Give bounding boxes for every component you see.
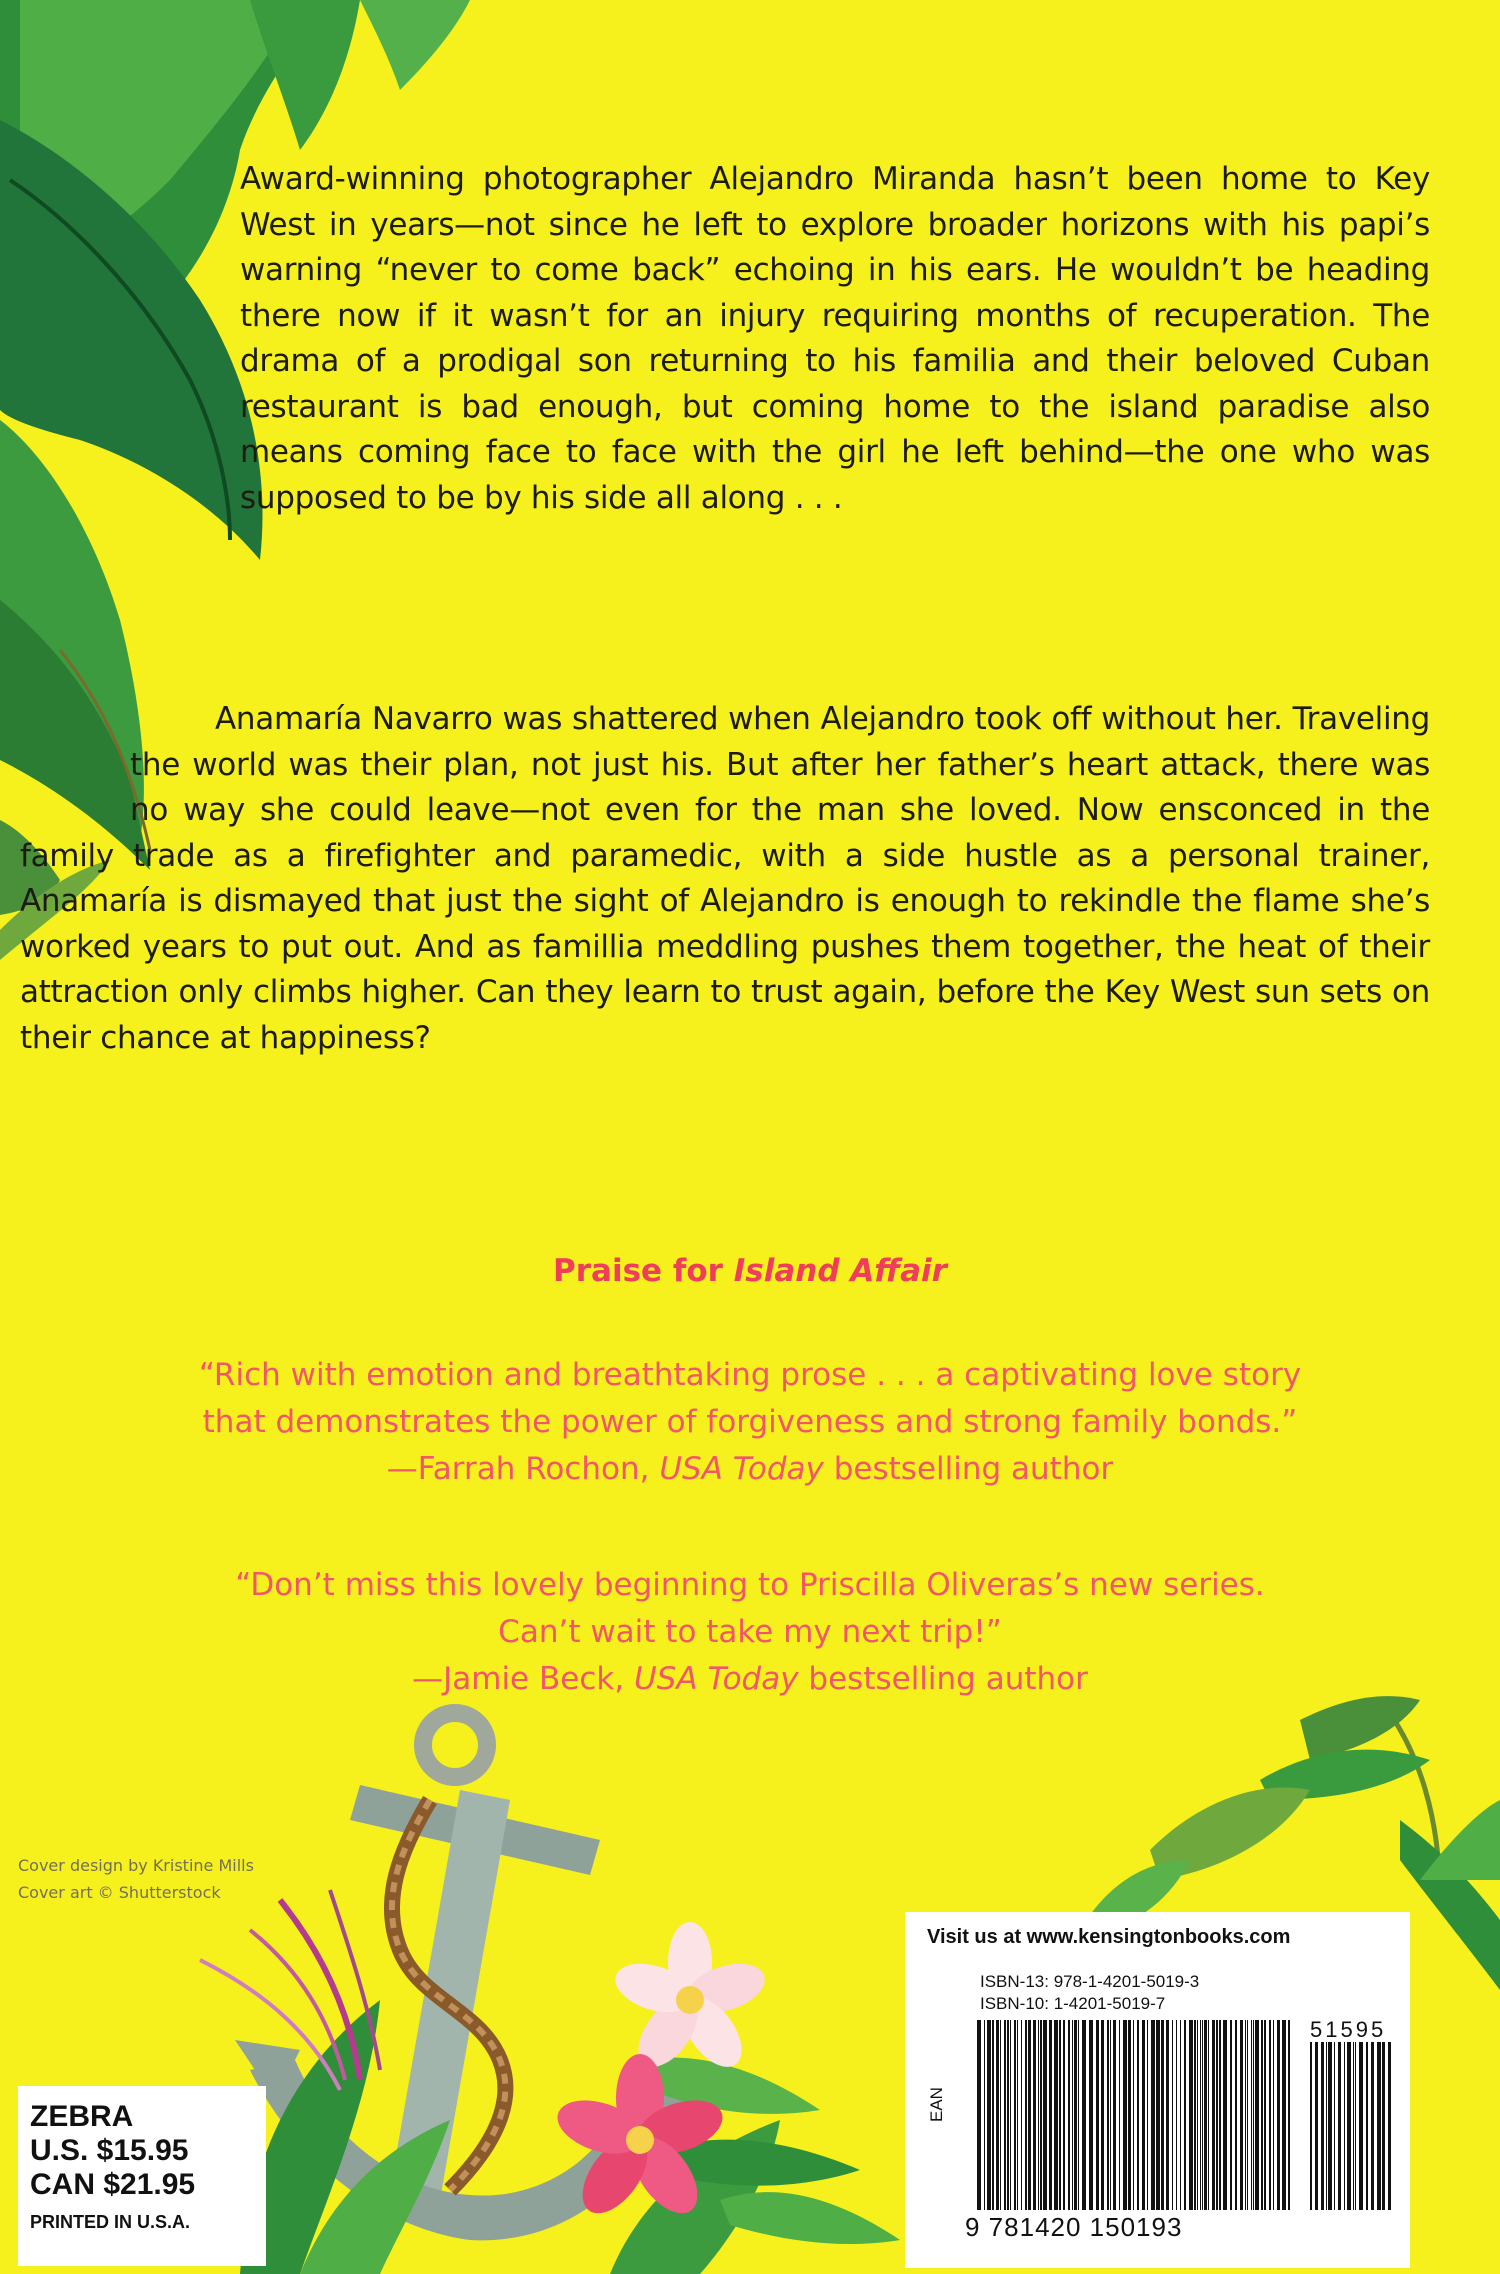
- barcode-bar: [1282, 2020, 1286, 2210]
- barcode-bar: [1000, 2020, 1001, 2210]
- barcode-bar: [1189, 2020, 1193, 2210]
- blurb-paragraph-1: Award-winning photographer Alejandro Miranda hasn’t been home to Key West in years—not since he left to explore broader horizons with his papi’s warning “never to come back” echoing in his ears. He wouldn’t be heading there now if it wasn’t for an injury requiring months of recuperation. The drama of a prodigal son returning to his familia and their beloved Cuban restaurant is bad enough, but coming home to the island paradise also means coming face to face with the girl he left behind—the one who was supposed to be by his side all along . . .: [240, 161, 1430, 516]
- barcode-bar: [1261, 2020, 1263, 2210]
- barcode-bar: [1273, 2020, 1274, 2210]
- barcode-bar: [1184, 2020, 1186, 2210]
- barcode-bar: [1235, 2020, 1237, 2210]
- barcode-bar: [1253, 2020, 1254, 2210]
- barcode-bar: [987, 2020, 991, 2210]
- quote-attribution: [0, 1656, 1500, 1703]
- barcode-bar: [1288, 2020, 1290, 2210]
- barcode-bar: [1388, 2042, 1391, 2210]
- barcode-bar: [1128, 2020, 1131, 2210]
- barcode-bar: [1202, 2020, 1203, 2210]
- barcode-bar: [1223, 2020, 1227, 2210]
- barcode-bar: [1107, 2020, 1109, 2210]
- blurb-paragraph-2-text: Anamaría Navarro was shattered when Alejandro took off without her. Traveling the world was their plan, not just his. But after her father’s heart attack, there was no way she could leave—not even for the man she loved. Now ensconced in the family trade as a firefighter and paramedic, with a side hustle as a personal trainer, Anamaría is dismayed that just the sight of Alejandro is enough to rekindle the flame she’s worked years to put out. And as famillia meddling pushes them together, the heat of their attraction only climbs higher. Can they learn to trust again, before the Key West sun sets on their chance at happiness?: [20, 701, 1430, 1056]
- cover-art-credit: Cover art © Shutterstock: [18, 1883, 221, 1902]
- barcode-bar: [1277, 2020, 1280, 2210]
- barcode-bar: [1240, 2020, 1243, 2210]
- quote-line: “Rich with emotion and breathtaking prose . . . a captivating love story: [198, 1357, 1302, 1393]
- barcode-bar: [1382, 2042, 1385, 2210]
- barcode-bar: [1074, 2020, 1077, 2210]
- barcode-bar: [1366, 2042, 1368, 2210]
- barcode-bar: [1025, 2020, 1027, 2210]
- praise-heading: [0, 1253, 1500, 1289]
- barcode-bar: [1344, 2042, 1345, 2210]
- attribution-publication: USA Today: [659, 1451, 824, 1487]
- praise-heading-prefix: Praise for: [553, 1253, 734, 1289]
- barcode-bar: [1245, 2020, 1246, 2210]
- barcode-bar: [1082, 2020, 1086, 2210]
- barcode-bar: [1247, 2020, 1248, 2210]
- cover-credits: [18, 1852, 254, 1906]
- ean-barcode: [977, 2020, 1295, 2210]
- barcode-bar: [1054, 2020, 1058, 2210]
- barcode-bar: [1040, 2020, 1042, 2210]
- quote-line: Can’t wait to take my next trip!”: [498, 1614, 1002, 1650]
- leaf-wrap-spacer: [20, 697, 215, 737]
- barcode-bar: [1321, 2042, 1324, 2210]
- barcode-bar: [1059, 2020, 1061, 2210]
- barcode-bar: [992, 2020, 994, 2210]
- barcode-bar: [1078, 2020, 1079, 2210]
- attribution-name: —Jamie Beck,: [412, 1661, 635, 1697]
- barcode-bar: [1004, 2020, 1006, 2210]
- barcode-bar: [1219, 2020, 1221, 2210]
- barcode-bar: [1096, 2020, 1099, 2210]
- barcode-bar: [1208, 2020, 1209, 2210]
- barcode-bar: [1204, 2020, 1207, 2210]
- attribution-suffix: bestselling author: [798, 1661, 1088, 1697]
- quote-line: that demonstrates the power of forgiveness and strong family bonds.”: [202, 1404, 1298, 1440]
- isbn-10: ISBN-10: 1-4201-5019-7: [980, 1994, 1166, 2013]
- barcode-bar: [1072, 2020, 1073, 2210]
- price-addon-barcode: [1310, 2042, 1393, 2210]
- barcode-bar: [1068, 2020, 1070, 2210]
- barcode-bar: [1137, 2020, 1139, 2210]
- barcode-bar: [1101, 2020, 1104, 2210]
- price-box: [18, 2086, 266, 2266]
- barcode-bar: [1371, 2042, 1374, 2210]
- printed-in-label: PRINTED IN U.S.A.: [30, 2212, 191, 2232]
- barcode-bar: [1156, 2020, 1160, 2210]
- barcode-bar: [1089, 2020, 1093, 2210]
- barcode-bar: [1033, 2020, 1036, 2210]
- barcode-bar: [1110, 2020, 1111, 2210]
- barcode-bar: [1315, 2042, 1318, 2210]
- barcode-bar: [984, 2020, 985, 2210]
- barcode-bar: [1338, 2042, 1341, 2210]
- canada-price: CAN $21.95: [30, 2168, 196, 2201]
- barcode-digits: 9 781420 150193: [965, 2212, 1183, 2242]
- barcode-bar: [1017, 2020, 1018, 2210]
- barcode-bar: [1269, 2020, 1271, 2210]
- barcode-bar: [1142, 2020, 1145, 2210]
- barcode-bar: [1166, 2020, 1169, 2210]
- barcode-bar: [1021, 2020, 1022, 2210]
- barcode-addon-digits: 51595: [1310, 2017, 1387, 2042]
- barcode-bar: [1014, 2020, 1016, 2210]
- ean-label: EAN: [927, 2087, 946, 2122]
- praise-heading-title: Island Affair: [733, 1253, 947, 1289]
- barcode-bar: [1251, 2020, 1252, 2210]
- barcode-bar: [1119, 2020, 1120, 2210]
- barcode-bar: [1359, 2042, 1363, 2210]
- barcode-bar: [1133, 2020, 1134, 2210]
- barcode-bar: [1197, 2020, 1198, 2210]
- barcode-bar: [1113, 2020, 1116, 2210]
- praise-quote-2: [0, 1562, 1500, 1703]
- barcode-bar: [977, 2020, 981, 2210]
- barcode-bar: [1028, 2020, 1031, 2210]
- barcode-bar: [1007, 2020, 1009, 2210]
- barcode-bar: [1264, 2020, 1266, 2210]
- attribution-name: —Farrah Rochon,: [386, 1451, 660, 1487]
- barcode-bar: [1151, 2020, 1155, 2210]
- barcode-bar: [1172, 2020, 1173, 2210]
- barcode-bar: [1161, 2020, 1164, 2210]
- publisher-website: Visit us at www.kensingtonbooks.com: [927, 1926, 1291, 1948]
- quote-attribution: [0, 1446, 1500, 1493]
- barcode-bar: [996, 2020, 999, 2210]
- leaf-wrap-spacer: [20, 737, 130, 823]
- barcode-bar: [1063, 2020, 1065, 2210]
- barcode-bar: [1194, 2020, 1196, 2210]
- isbn-barcode-box: [905, 1912, 1410, 2268]
- barcode-bar: [1043, 2020, 1047, 2210]
- barcode-bar: [1123, 2020, 1127, 2210]
- barcode-bar: [1176, 2020, 1177, 2210]
- barcode-bar: [1255, 2020, 1259, 2210]
- imprint-name: ZEBRA: [30, 2100, 134, 2133]
- us-price: U.S. $15.95: [30, 2134, 189, 2167]
- barcode-bar: [1326, 2042, 1327, 2210]
- barcode-bar: [1010, 2020, 1011, 2210]
- barcode-bar: [1216, 2020, 1218, 2210]
- blurb-paragraph-2: [20, 697, 1430, 1061]
- barcode-bar: [1355, 2042, 1356, 2210]
- praise-quote-1: [0, 1352, 1500, 1493]
- barcode-bar: [1200, 2020, 1201, 2210]
- attribution-suffix: bestselling author: [823, 1451, 1114, 1487]
- barcode-bar: [1347, 2042, 1351, 2210]
- barcode-bar: [1377, 2042, 1381, 2210]
- cover-design-credit: Cover design by Kristine Mills: [18, 1856, 254, 1875]
- isbn-13: ISBN-13: 978-1-4201-5019-3: [980, 1972, 1200, 1991]
- barcode-bar: [1310, 2042, 1312, 2210]
- barcode-bar: [1230, 2020, 1232, 2210]
- barcode-bar: [1212, 2020, 1215, 2210]
- attribution-publication: USA Today: [634, 1661, 799, 1697]
- quote-line: “Don’t miss this lovely beginning to Priscilla Oliveras’s new series.: [235, 1567, 1265, 1603]
- barcode-bar: [1353, 2042, 1354, 2210]
- barcode-bar: [1147, 2020, 1148, 2210]
- barcode-bar: [1180, 2020, 1181, 2210]
- barcode-bar: [1038, 2020, 1039, 2210]
- barcode-bar: [1334, 2042, 1335, 2210]
- barcode-bar: [1049, 2020, 1052, 2210]
- barcode-bar: [1328, 2042, 1332, 2210]
